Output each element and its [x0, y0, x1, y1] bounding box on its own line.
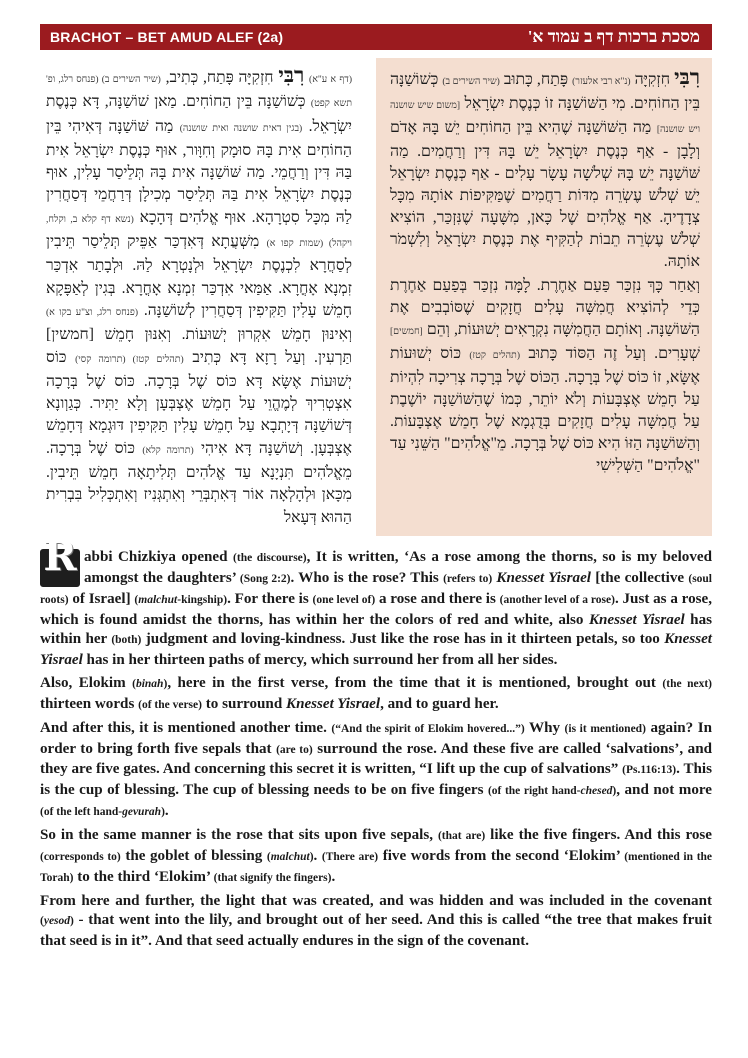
english-text: a rose and there is [375, 590, 500, 607]
english-text: judgment and loving-kindness. Just like the rose has in it thirteen petals, so too [141, 631, 665, 648]
aramaic-column [40, 58, 362, 536]
english-aside-text: (of the right hand- [487, 785, 581, 798]
english-translation [40, 533, 713, 955]
english-text: thirteen words [40, 695, 139, 712]
aramaic-text: מַה שּׁוֹשַׁנָּה דְּאִיהִי בֵּין הַחוֹחִים אִית בָּהּ סוּמָק וְחִוָּור, אוּף כְּנֶסֶת יִשְׂרָאֵל אִית בַּהּ דִּין וְרַחֲמֵי. מַה שּׁוֹשַׁנָּה אִית בָּהּ תְּלֵיסַר עָלִין, אוּף כְּנֶסֶת יִשְׂרָאֵל אִית בַּהּ תְּלֵיסַר מְכִילָן דְּרַחֲמֵי דְּסַחֲרִין לַהּ מִכָּל סִטְרָהָא. אוּף אֱלֹהִים דְּהָכָא [46, 117, 352, 226]
english-text: five words from the second ‘Elokim’ [378, 847, 625, 864]
aramaic-text: וְאִינּוּן חָמֵשׁ אִקְרוּן יְשׁוּעוֹת. וְאִנּוּן חָמֵשׁ [חמשין] תַּרְעִין. וְעַל רָזָא דָּא כְּתִיב [46, 326, 353, 366]
english-paragraph [40, 674, 712, 716]
english-aside-text: (is it mentioned) [564, 722, 646, 735]
english-aside-text: (“And the spirit of Elokim hovered...”) [331, 722, 525, 735]
english-aside-text: (refers to) [443, 572, 493, 585]
english-text: again? In order to bring forth five sepals that [40, 719, 713, 757]
english-aside-text: (corresponds to) [40, 850, 121, 863]
aramaic-ref: (בגין דאית שושנה ואית שושנה) [179, 123, 303, 134]
hebrew-translation-box [376, 58, 712, 536]
header-title-hebrew: מסכת ברכות דף ב עמוד א' [527, 27, 700, 46]
english-text: to surround [201, 695, 286, 712]
hebrew-text: פָּתַח, כָּתוּב [503, 71, 569, 88]
english-paragraph [40, 892, 712, 953]
english-text: , and not more [616, 782, 713, 799]
english-aside-text: binah [135, 678, 164, 691]
aramaic-opening-word: רִבִּי [278, 63, 305, 87]
drop-cap [40, 533, 80, 587]
aramaic-text: כּוֹס יְשׁוּעוֹת אֶשָּׂא דָּא כּוֹס שֶׁל בְּרָכָה. כּוֹס שֶׁל בְּרָכָה אִצְטְרִיךְ לְמֶהֱוֵי עַל חָמֵשׁ אֶצְבְּעָן וְלָא יַתִּיר. כְּגַוְונָא דְּשׁוֹשַׁנָּה דְּיָתְבָא עַל חָמֵשׁ עָלִין תַּקִּיפִין דּוּגְמָא דְּחָמֵשׁ אֶצְבְּעָן. וְשׁוֹשַׁנָּה דָּא אִיהִי [46, 348, 353, 457]
english-text: . For there is [227, 590, 313, 607]
english-aside-text: ( [132, 678, 136, 691]
aramaic-ref: (שיר השירים ב) (פנחס רלג, ופ' תשא קפט) [46, 75, 352, 110]
english-aside-text: (There are) [321, 850, 379, 863]
english-text: surround the rose. And these five are called ‘salvations’, and they are five gates. And concerning this secret it is written, “I lift up the cup of salvations” [40, 740, 712, 778]
english-text: , and to guard her. [380, 695, 499, 712]
english-text: has within her [40, 611, 712, 648]
english-text: of Israel] [68, 590, 135, 607]
english-text: . Who is the rose? This [290, 569, 444, 586]
english-text: And after this, it is mentioned another time. [40, 719, 332, 736]
english-aside-text: (one level of) [312, 593, 376, 606]
aramaic-text: כּוֹס שֶׁל בְּרָכָה. מֵאֱלֹהִים תִּנְיָנָא עַד אֱלֹהִים תְּלִיתָאָה חָמֵשׁ תֵּיבִין. מִכָּאן וּלְהָלְאָה אוֹר דְּאִתְבְּרֵי וְאִתְגְּנִיז וְאִתְכְּלִיל בִּבְרִית הַהוּא דְּעָאל [46, 439, 352, 526]
header-title-english: BRACHOT – BET AMUD ALEF (2a) [50, 29, 284, 45]
english-text: - that went into the lily, and brought out of her seed. And this is called “the tree that makes fruit that seed is in it”. And that seed actually endures in the sign of the covenant. [40, 912, 712, 950]
english-aside-text: ) [612, 785, 617, 798]
hebrew-ref: (נ"א רבי אלעזר) [572, 77, 631, 87]
english-aside-text: ( [134, 593, 139, 606]
english-aside-text: yesod [43, 915, 71, 928]
hebrew-text: כּוֹס יְשׁוּעוֹת אֶשָּׂא, זוֹ כּוֹס שֶׁל בְּרָכָה. הַכּוֹס שֶׁל בְּרָכָה צְרִיכָה לִהְיוֹת עַל חָמֵשׁ אֶצְבָּעוֹת וְלֹא יוֹתֵר, כְּמוֹ שֶׁהַשּׁוֹשַׁנָּה יוֹשֶׁבֶת עַל חֲמִשָּׁה עָלִים חֲזָקִים בְּדֻגְמָא שֶׁל חָמֵשׁ אֶצְבָּעוֹת. וְהַשּׁוֹשַׁנָּה הַזּוֹ הִיא כּוֹס שֶׁל בְּרָכָה. מֵ"אֱלֹהִים" הַשֵּׁנִי עַד "אֱלֹהִים" הַשְּׁלִישִׁי [390, 345, 700, 474]
english-text: . [331, 868, 336, 885]
english-paragraph [40, 826, 712, 889]
english-text: like the five fingers. And this rose [485, 826, 712, 843]
hebrew-text: שְׁעָרִים. וְעַל זֶה הַסּוֹד כָּתוּב [528, 345, 700, 362]
aramaic-text: מִשְּׁעֲתָא דְּאִדְכַּר אַפֵּיק תְּלֵיסַר תֵּיבִין לְסַחֲרָא לִכְנֶסֶת יִשְׂרָאֵל וּלְנָטְרָא לַהּ. וּלְבָתַר אִדְכַּר זִמְנָא אָחֳרָא. אַמַּאי אִדְכַּר זִמְנָא אָחֳרָא. בְּגִין לְאַפָּקָא חָמֵשׁ עָלִין תַּקִּיפִין דְּסַחֲרִין לְשׁוֹשַׁנָּה. [46, 233, 352, 319]
english-aside-text: gevurah [122, 806, 162, 819]
english-aside-text: -kingship) [177, 593, 228, 606]
english-aside-text: (Ps.116:13) [622, 764, 677, 777]
english-text: has in her thirteen paths of mercy, which surround her from all her sides. [82, 652, 558, 669]
english-text: , It is written, ‘As a rose among the thorns, so is my beloved amongst the daughters’ [84, 549, 712, 586]
english-text: , here in the first verse, from the time that it is mentioned, brought out [167, 675, 663, 692]
english-aside-text: (soul roots) [40, 572, 713, 606]
english-aside-text: ) [161, 806, 165, 819]
english-aside-text: (are to) [276, 743, 313, 756]
english-text: Knesset Yisrael [286, 695, 381, 712]
english-aside-text: (mentioned in the Torah) [40, 850, 713, 884]
hebrew-opening-word: רִבִּי [674, 65, 701, 89]
english-text: [the collective [590, 569, 689, 586]
english-aside-text: ) [163, 678, 168, 691]
english-text: the goblet of blessing [120, 847, 267, 864]
english-aside-text: ( [266, 850, 271, 863]
english-aside-text: chesed [580, 785, 613, 798]
hebrew-text: וְאַחַר כָּךְ נִזְכַּר פַּעַם אַחֶרֶת. לָמָּה נִזְכַּר בְּפַעַם אַחֶרֶת כְּדֵי לְהוֹצִיא חֲמִשָּׁה עָלִים חֲזָקִים שֶׁסּוֹבְבִים אֶת הַשּׁוֹשַׁנָּה. וְאוֹתָם הַחֲמִשָּׁה נִקְרָאִים יְשׁוּעוֹת, וְהֵם [390, 277, 700, 338]
english-text: Knesset Yisrael [496, 569, 591, 586]
page-header [40, 24, 712, 50]
aramaic-ref: (תרומה קלא) [142, 445, 194, 456]
hebrew-ref: [חמשים] [390, 327, 423, 337]
english-aside-text: ) [70, 915, 74, 928]
english-text: . Just as a rose, which is found amidst the thorns, has within her the colors of red and white, also [40, 590, 713, 628]
english-text: Also, Elokim [40, 675, 133, 692]
english-text: . This is the cup of blessing. The cup of blessing needs to be on five fingers [40, 761, 712, 799]
hebrew-paragraph [390, 66, 700, 273]
english-aside-text: (Song 2:2) [239, 572, 291, 585]
english-aside-text: (of the left hand- [40, 806, 123, 819]
english-text: So in the same manner is the rose that sits upon five sepals, [40, 826, 438, 843]
english-aside-text: (that are) [437, 829, 486, 842]
english-text: to the third ‘Elokim’ [73, 868, 214, 885]
text-columns [40, 58, 712, 536]
english-text: Knesset Yisrael [40, 631, 713, 669]
english-text: Why [524, 719, 565, 736]
english-aside-text: malchut [270, 850, 310, 863]
english-text: abbi Chizkiya opened [84, 549, 234, 565]
english-text: From here and further, the light that was created, and was hidden and was included in the covenant [40, 892, 712, 909]
hebrew-ref: (תהלים קטז) [469, 351, 521, 361]
drop-cap-letter: R [43, 533, 77, 580]
aramaic-ref: (נשא דף קלא ב, וקלח, ויקהל) (שמות קפו א) [46, 214, 352, 250]
english-aside-text: ) [309, 850, 314, 863]
english-text: . [164, 803, 169, 820]
aramaic-text: חִזְקִיָּה פָּתַח, כְּתִיב, [165, 69, 274, 86]
hebrew-ref: (שיר השירים ב) [442, 77, 500, 87]
english-paragraph [40, 719, 712, 823]
english-text: Knesset Yisrael [588, 611, 685, 628]
english-aside-text: (the discourse) [233, 552, 307, 564]
english-aside-text: malchut [138, 593, 178, 606]
english-aside-text: (of the verse) [138, 698, 202, 711]
english-aside-text: (another level of a rose) [499, 593, 615, 606]
aramaic-ref: (תהלים קטז) (תרומה קסי) [75, 354, 184, 365]
hebrew-text: חִזְקִיָּה [634, 71, 671, 88]
hebrew-text: מַה הַשּׁוֹשַׁנָּה שֶׁהִיא בֵּין הַחוֹחִים יֵשׁ בָּהּ אָדֹם וְלָבָן - אַף כְּנֶסֶת יִשְׂרָאֵל יֵשׁ בָּהּ דִּין וְרַחֲמִים. מַה שּׁוֹשַׁנָּה יֵשׁ בָּהּ שְׁלֹשָׁה עָשָׂר עָלִים - אַף כְּנֶסֶת יִשְׂרָאֵל יֵשׁ שְׁלֹשׁ עֶשְׂרֵה מִדּוֹת רַחֲמִים שֶׁמַּקִּיפוֹת אוֹתָהּ מִכָּל צְדָדֶיהָ. אַף אֱלֹהִים שֶׁל כָּאן, מִשָּׁעָה שֶׁנִּזְכַּר, הוֹצִיא שְׁלֹשׁ עֶשְׂרֵה תֵבוֹת לְהַקִּיף אֶת כְּנֶסֶת יִשְׂרָאֵל וְלִשְׁמֹר אוֹתָהּ. [390, 119, 700, 270]
english-aside-text: (the next) [662, 678, 713, 691]
english-text: . [313, 847, 322, 864]
english-paragraph [40, 533, 713, 671]
hebrew-text: כְּשׁוֹשַׁנָּה בֵּין הַחוֹחִים. מִי הַשּׁוֹשַׁנָּה זוֹ כְּנֶסֶת יִשְׂרָאֵל [390, 71, 701, 112]
english-aside-text: ( [40, 915, 44, 928]
aramaic-text: כְּשׁוֹשַׁנָּה בֵּין הַחוֹחִים. מַאן שׁוֹשַׁנָּה, דָּא כְּנֶסֶת יִשְׂרָאֵל. [46, 93, 352, 135]
english-aside-text: (both) [111, 634, 142, 647]
aramaic-ref: (דף א ע"א) [309, 75, 353, 85]
english-aside-text: (that signify the fingers) [213, 871, 332, 884]
hebrew-paragraph [390, 275, 700, 477]
aramaic-ref: (פנחס רלג, וצ"ע בקו א) [46, 307, 138, 318]
hebrew-ref: [משום שיש שושנה ויש שושנה] [390, 101, 701, 135]
